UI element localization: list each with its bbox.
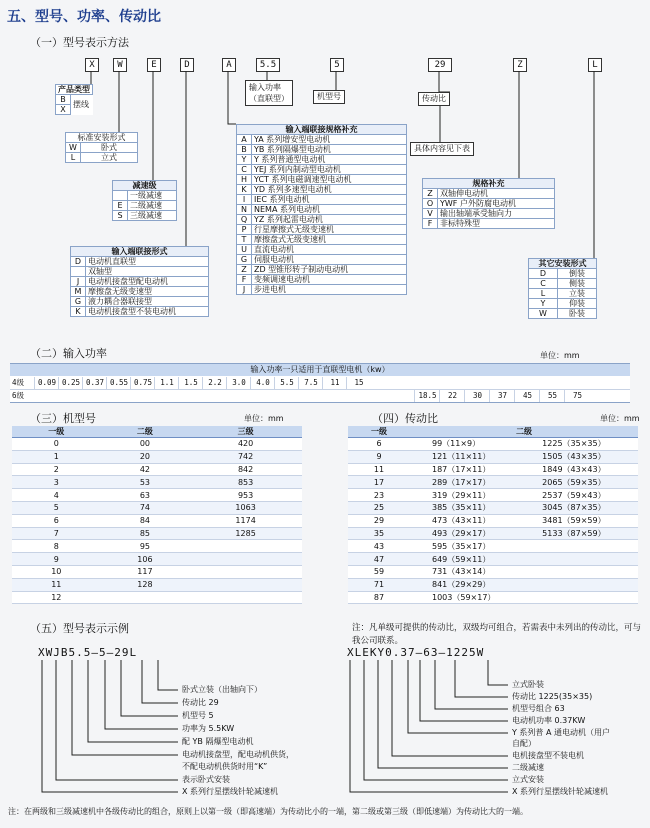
power-value: 22 — [439, 390, 465, 402]
table-header: 减速级 — [113, 181, 177, 191]
code-cell: Z — [423, 189, 438, 199]
label-cell: YD 系列多速型电动机 — [252, 185, 407, 195]
section-example-heading: （五）型号表示示例 — [30, 622, 129, 635]
label-cell: YA 系列增安型电动机 — [252, 135, 407, 145]
power-value: 7.5 — [298, 377, 323, 389]
label-cell: 摆线 — [73, 100, 89, 110]
code-cell: B — [56, 95, 71, 105]
table-cell: 2 — [12, 463, 101, 476]
table-cell: 121（11×11） — [410, 450, 534, 463]
example-2-label: 电机接盘型不装电机 — [512, 751, 584, 760]
table-cell: 95 — [101, 540, 190, 553]
table-cell: 63 — [101, 489, 190, 502]
code-cell: O — [423, 199, 438, 209]
label-cell: ZD 型锥形转子制动电动机 — [252, 265, 407, 275]
code-cell: V — [423, 209, 438, 219]
table-cell: 99（11×9） — [410, 438, 534, 451]
code-box: E — [147, 58, 161, 72]
table-cell: 5133（87×59） — [534, 527, 638, 540]
table-cell: 595（35×17） — [410, 540, 534, 553]
label-cell: 双轴型 — [86, 267, 209, 277]
label-cell: NEMA 系列电动机 — [252, 205, 407, 215]
table-cell: 319（29×11） — [410, 489, 534, 502]
column-header: 一级 — [12, 426, 101, 438]
code-cell: E — [113, 201, 128, 211]
table-cell: 842 — [189, 463, 302, 476]
section-ratio-heading: （四）传动比 — [372, 412, 438, 425]
table-cell: 71 — [348, 578, 410, 591]
example-1-label: 表示卧式安装 — [182, 775, 230, 784]
table-header: 产品类型 — [56, 85, 93, 95]
table-cell: 5 — [12, 501, 101, 514]
table-cell: 106 — [101, 553, 190, 566]
code-cell: T — [237, 235, 252, 245]
table-cell: 1174 — [189, 514, 302, 527]
code-cell: Q — [237, 215, 252, 225]
code-cell: U — [237, 245, 252, 255]
table-cell: 20 — [101, 450, 190, 463]
power-value: 75 — [564, 390, 590, 402]
ratio-label: 传动比 — [418, 92, 450, 106]
power-value: 1.1 — [154, 377, 179, 389]
label-cell: 三级减速 — [128, 211, 177, 221]
example-2-label: 立式安装 — [512, 775, 544, 784]
table-cell: 23 — [348, 489, 410, 502]
code-cell: M — [71, 287, 86, 297]
label-cell: 立装 — [558, 289, 597, 299]
table-cell: 3045（87×35） — [534, 501, 638, 514]
row-label: 6级 — [12, 391, 25, 400]
frame-label: 机型号 — [313, 90, 345, 104]
code-cell: Y — [237, 155, 252, 165]
code-cell: L — [66, 153, 81, 163]
table-cell: 420 — [189, 438, 302, 451]
table-cell: 731（43×14） — [410, 565, 534, 578]
label-cell: 卧装 — [558, 309, 597, 319]
table-cell: 17 — [348, 476, 410, 489]
power-value: 11 — [322, 377, 347, 389]
table-cell: 953 — [189, 489, 302, 502]
label-cell: 立式 — [81, 153, 138, 163]
table-cell: 9 — [12, 553, 101, 566]
unit-label: 单位：mm — [540, 351, 580, 360]
example-2-code: XLEKY0.37—63—1225W — [347, 646, 485, 659]
section-model-notation-heading: （一）型号表示方法 — [30, 36, 129, 49]
code-cell: S — [113, 211, 128, 221]
table-cell: 87 — [348, 591, 410, 604]
example-2-label: X 系列行星摆线针轮减速机 — [512, 787, 609, 796]
table-cell: 53 — [101, 476, 190, 489]
code-cell: C — [237, 165, 252, 175]
column-header: 一级 — [348, 426, 410, 438]
table-cell: 47 — [348, 553, 410, 566]
unit-label: 单位：mm — [244, 414, 284, 423]
label-cell: 一级减速 — [128, 191, 177, 201]
code-cell: K — [237, 185, 252, 195]
code-box: 5.5 — [256, 58, 280, 72]
table-cell: 10 — [12, 565, 101, 578]
power-value: 0.25 — [58, 377, 83, 389]
table-cell: 1063 — [189, 501, 302, 514]
example-2-label: 机型号组合 63 — [512, 704, 565, 713]
table-cell: 84 — [101, 514, 190, 527]
table-cell: 649（59×11） — [410, 553, 534, 566]
table-header: 规格补充 — [423, 179, 555, 189]
ratio-note: 注：凡单级可提供的传动比，双级均可组合，若需表中未列出的传动比，可与我公司联系。 — [352, 623, 642, 646]
table-cell: 9 — [348, 450, 410, 463]
table-header: 输入端联接形式 — [71, 247, 209, 257]
input-power-label: 输入功率 （直联型） — [245, 80, 293, 106]
code-cell: H — [237, 175, 252, 185]
power-value: 45 — [514, 390, 540, 402]
example-1-label: 卧式立装（出轴向下） — [182, 685, 262, 694]
code-cell: F — [237, 275, 252, 285]
power-value: 30 — [464, 390, 490, 402]
power-value: 1.5 — [178, 377, 203, 389]
label-cell: 仰装 — [558, 299, 597, 309]
code-cell: N — [237, 205, 252, 215]
table-cell: 493（29×17） — [410, 527, 534, 540]
table-cell: 1225（35×35） — [534, 438, 638, 451]
power-value: 3.0 — [226, 377, 251, 389]
table-cell: 742 — [189, 450, 302, 463]
column-header: 二级 — [410, 426, 638, 438]
code-cell: K — [71, 307, 86, 317]
ratio-note-label: 具体内容见下表 — [410, 142, 474, 156]
footnote: 注：在两级和三级减速机中各级传动比的组合，原则上以第一级（即高速端）为传动比小的一端，第二级或第三级（即低速端）为传动比大的一端。 — [8, 807, 528, 816]
example-1-label: 不配电动机供货时用“K” — [182, 762, 268, 771]
table-cell: 11 — [348, 463, 410, 476]
row-label: 4级 — [12, 378, 25, 387]
code-box: A — [222, 58, 236, 72]
table-cell: 1505（43×35） — [534, 450, 638, 463]
label-cell: 步进电机 — [252, 285, 407, 295]
section-frame-heading: （三）机型号 — [30, 412, 96, 425]
table-caption: 输入功率一只适用于直联型电机（kw） — [10, 364, 630, 376]
table-cell: 59 — [348, 565, 410, 578]
label-cell: 伺服电动机 — [252, 255, 407, 265]
label-cell: IEC 系列电动机 — [252, 195, 407, 205]
table-cell: 128 — [101, 578, 190, 591]
power-value: 0.37 — [82, 377, 107, 389]
table-cell: 00 — [101, 438, 190, 451]
table-cell: 11 — [12, 578, 101, 591]
code-box: 29 — [428, 58, 452, 72]
table-cell: 0 — [12, 438, 101, 451]
code-cell: W — [66, 143, 81, 153]
table-cell: 42 — [101, 463, 190, 476]
code-box: W — [113, 58, 127, 72]
table-cell: 1003（59×17） — [410, 591, 534, 604]
example-2-label: 二级减速 — [512, 763, 544, 772]
code-cell: Z — [237, 265, 252, 275]
table-cell: 1 — [12, 450, 101, 463]
code-cell: I — [237, 195, 252, 205]
code-cell: D — [71, 257, 86, 267]
table-cell: 85 — [101, 527, 190, 540]
unit-label: 单位：mm — [600, 414, 640, 423]
page-title: 五、型号、功率、传动比 — [7, 9, 161, 25]
section-input-power-heading: （二）输入功率 — [30, 347, 107, 360]
label-cell: 液力耦合器联接型 — [86, 297, 209, 307]
table-cell: 2065（59×35） — [534, 476, 638, 489]
power-value: 15 — [346, 377, 371, 389]
table-cell: 117 — [101, 565, 190, 578]
code-cell: W — [529, 309, 558, 319]
example-1-label: 电动机接盘型，配电动机供货， — [182, 750, 294, 759]
example-2-label: 自配） — [512, 739, 536, 748]
code-box: X — [85, 58, 99, 72]
example-1-label: 配 YB 隔爆型电动机 — [182, 737, 254, 746]
label-cell: YCT 系列电磁调速型电动机 — [252, 175, 407, 185]
table-cell: 35 — [348, 527, 410, 540]
code-cell: C — [529, 279, 558, 289]
label-cell: YWF 户外防腐电动机 — [438, 199, 555, 209]
table-cell: 3 — [12, 476, 101, 489]
column-header: 二级 — [101, 426, 190, 438]
table-cell: 8 — [12, 540, 101, 553]
example-2-label: Y 系列普 A 通电动机（用户 — [512, 728, 610, 737]
label-cell: 摩擦盘式无级变速机 — [252, 235, 407, 245]
code-cell: B — [237, 145, 252, 155]
example-1-code: XWJB5.5—5—29L — [38, 646, 138, 659]
table-cell: 853 — [189, 476, 302, 489]
power-value: 5.5 — [274, 377, 299, 389]
label-cell: 倒装 — [558, 269, 597, 279]
table-cell: 289（17×17） — [410, 476, 534, 489]
label-cell: 输出轴端承受轴向力 — [438, 209, 555, 219]
power-value: 0.09 — [34, 377, 59, 389]
code-cell: X — [56, 105, 71, 115]
label-cell: Y 系列普通型电动机 — [252, 155, 407, 165]
power-value: 0.55 — [106, 377, 131, 389]
table-cell: 841（29×29） — [410, 578, 534, 591]
power-value: 4.0 — [250, 377, 275, 389]
example-1-label: 机型号 5 — [182, 711, 214, 720]
label-cell: 二级减速 — [128, 201, 177, 211]
power-value: 37 — [489, 390, 515, 402]
label-cell: 直流电动机 — [252, 245, 407, 255]
code-cell: A — [237, 135, 252, 145]
table-cell: 2537（59×43） — [534, 489, 638, 502]
example-2-label: 立式卧装 — [512, 680, 544, 689]
code-cell: F — [423, 219, 438, 229]
label-cell: 电动机接盘型不装电动机 — [86, 307, 209, 317]
label-cell: 摩擦盘无级变速型 — [86, 287, 209, 297]
table-header: 输入端联接规格补充 — [237, 125, 407, 135]
power-value: 0.75 — [130, 377, 155, 389]
table-header: 其它安装形式 — [529, 259, 597, 269]
label-cell: 电动机接盘型配电动机 — [86, 277, 209, 287]
power-value: 2.2 — [202, 377, 227, 389]
table-cell: 29 — [348, 514, 410, 527]
code-box: L — [588, 58, 602, 72]
table-cell: 12 — [12, 591, 101, 604]
code-cell: G — [237, 255, 252, 265]
table-cell: 7 — [12, 527, 101, 540]
label-cell: 非标特殊型 — [438, 219, 555, 229]
code-cell: J — [71, 277, 86, 287]
example-2-label: 传动比 1225(35×35) — [512, 692, 593, 701]
power-value: 55 — [539, 390, 565, 402]
table-cell: 385（35×11） — [410, 501, 534, 514]
table-header: 标准安装形式 — [66, 133, 138, 143]
code-cell: P — [237, 225, 252, 235]
table-cell: 1849（43×43） — [534, 463, 638, 476]
code-cell: D — [529, 269, 558, 279]
code-cell: Y — [529, 299, 558, 309]
table-cell: 25 — [348, 501, 410, 514]
example-1-label: 功率为 5.5KW — [182, 724, 235, 733]
code-box: 5 — [330, 58, 344, 72]
code-cell: L — [529, 289, 558, 299]
power-value: 18.5 — [414, 390, 440, 402]
label-cell: 卧式 — [81, 143, 138, 153]
example-2-label: 电动机功率 0.37KW — [512, 716, 586, 725]
label-cell: 变频调速电动机 — [252, 275, 407, 285]
label-cell: 电动机直联型 — [86, 257, 209, 267]
table-cell: 74 — [101, 501, 190, 514]
table-cell: 1285 — [189, 527, 302, 540]
example-1-label: 传动比 29 — [182, 698, 219, 707]
table-cell: 6 — [348, 438, 410, 451]
label-cell: 双轴伸电动机 — [438, 189, 555, 199]
code-cell: J — [237, 285, 252, 295]
column-header: 三级 — [189, 426, 302, 438]
table-cell: 43 — [348, 540, 410, 553]
label-cell: 行星摩擦式无级变速机 — [252, 225, 407, 235]
label-cell: YEJ 系列内制动型电动机 — [252, 165, 407, 175]
code-box: Z — [513, 58, 527, 72]
example-1-label: X 系列行星摆线针轮减速机 — [182, 787, 279, 796]
label-cell: YB 系列隔爆型电动机 — [252, 145, 407, 155]
code-box: D — [180, 58, 194, 72]
table-cell: 3481（59×59） — [534, 514, 638, 527]
code-cell: G — [71, 297, 86, 307]
label-cell: 侧装 — [558, 279, 597, 289]
table-cell: 473（43×11） — [410, 514, 534, 527]
label-cell: YZ 系列起雷电动机 — [252, 215, 407, 225]
table-cell: 6 — [12, 514, 101, 527]
table-cell: 187（17×11） — [410, 463, 534, 476]
table-cell: 4 — [12, 489, 101, 502]
